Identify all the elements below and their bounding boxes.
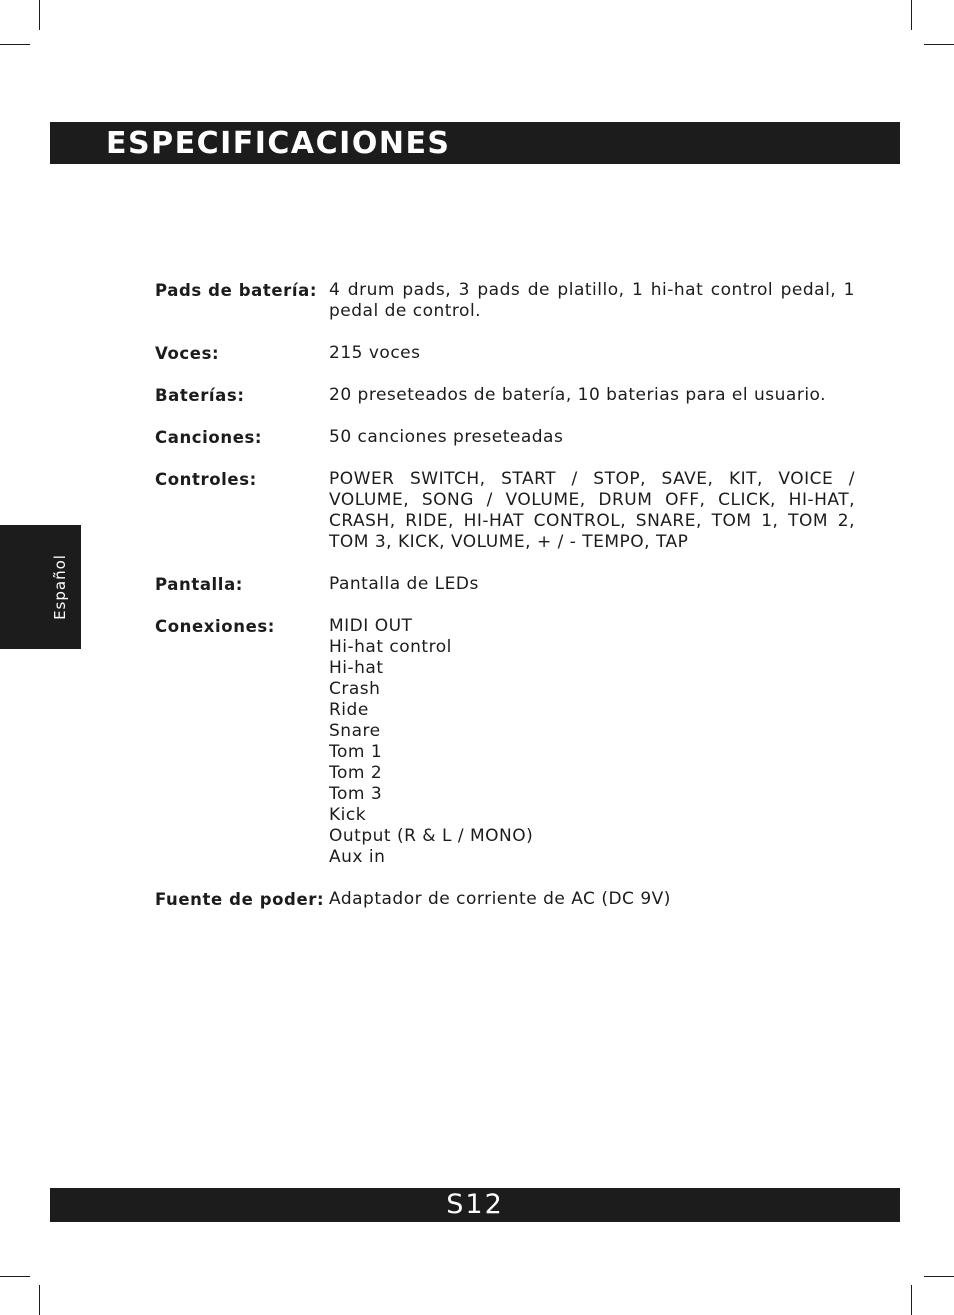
spec-value (329, 889, 855, 910)
spec-label: Pantalla: (155, 575, 243, 594)
spec-label: Voces: (155, 344, 220, 363)
spec-row (155, 469, 855, 553)
spec-value-line: Hi-hat (329, 658, 384, 678)
spec-value (329, 616, 855, 868)
spec-value-line: Ride (329, 700, 369, 720)
spec-value (329, 385, 855, 406)
crop-mark (924, 44, 954, 45)
spec-label: Fuente de poder: (155, 890, 325, 909)
spec-value-line: 50 canciones preseteadas (329, 427, 564, 447)
crop-mark (911, 1285, 912, 1315)
spec-row (155, 385, 855, 406)
spec-value-line: Snare (329, 721, 381, 741)
spec-value (329, 343, 855, 364)
footer-bar (50, 1188, 900, 1222)
spec-value-line: Pantalla de LEDs (329, 574, 479, 594)
spec-value-line: Tom 2 (329, 763, 383, 783)
spec-value-line: Tom 3 (329, 784, 383, 804)
spec-value-line: POWER SWITCH, START / STOP, SAVE, KIT, VOICE / VOLUME, SONG / VOLUME, DRUM OFF, CLICK, HI-HAT, CRASH, RIDE, HI-HAT CONTROL, SNARE, TOM 1, TOM 2, TOM 3, KICK, VOLUME, + / - TEMPO, TAP (329, 469, 855, 552)
spec-value-line: Output (R & L / MONO) (329, 826, 534, 846)
crop-mark (39, 1285, 40, 1315)
crop-mark (924, 1276, 954, 1277)
spec-label: Canciones: (155, 428, 263, 447)
title-bar (50, 122, 900, 164)
spec-value-line: Aux in (329, 847, 386, 867)
spec-row (155, 889, 855, 910)
spec-label: Baterías: (155, 386, 245, 405)
spec-row (155, 427, 855, 448)
language-tab-label: Español (51, 554, 69, 620)
spec-value (329, 469, 855, 553)
page-number: S12 (446, 1189, 504, 1220)
spec-value-line: Adaptador de corriente de AC (DC 9V) (329, 889, 671, 909)
spec-value (329, 427, 855, 448)
spec-value-line: Kick (329, 805, 367, 825)
spec-value-line: 215 voces (329, 343, 421, 363)
spec-row (155, 343, 855, 364)
spec-value-line: MIDI OUT (329, 616, 413, 636)
spec-row (155, 280, 855, 322)
page-title: ESPECIFICACIONES (106, 126, 451, 161)
crop-mark (0, 1276, 30, 1277)
crop-mark (911, 0, 912, 30)
spec-label: Conexiones: (155, 617, 275, 636)
specifications-list (155, 280, 855, 931)
spec-value-line: Tom 1 (329, 742, 383, 762)
crop-mark (0, 44, 30, 45)
spec-value-line: Hi-hat control (329, 637, 452, 657)
spec-value (329, 574, 855, 595)
spec-label: Controles: (155, 470, 257, 489)
spec-value-line: 4 drum pads, 3 pads de platillo, 1 hi-hat control pedal, 1 pedal de control. (329, 280, 855, 321)
spec-row (155, 574, 855, 595)
spec-value (329, 280, 855, 322)
spec-value-line: Crash (329, 679, 381, 699)
crop-mark (39, 0, 40, 30)
spec-value-line: 20 preseteados de batería, 10 baterias para el usuario. (329, 385, 827, 405)
spec-label: Pads de batería: (155, 281, 318, 300)
spec-row (155, 616, 855, 868)
